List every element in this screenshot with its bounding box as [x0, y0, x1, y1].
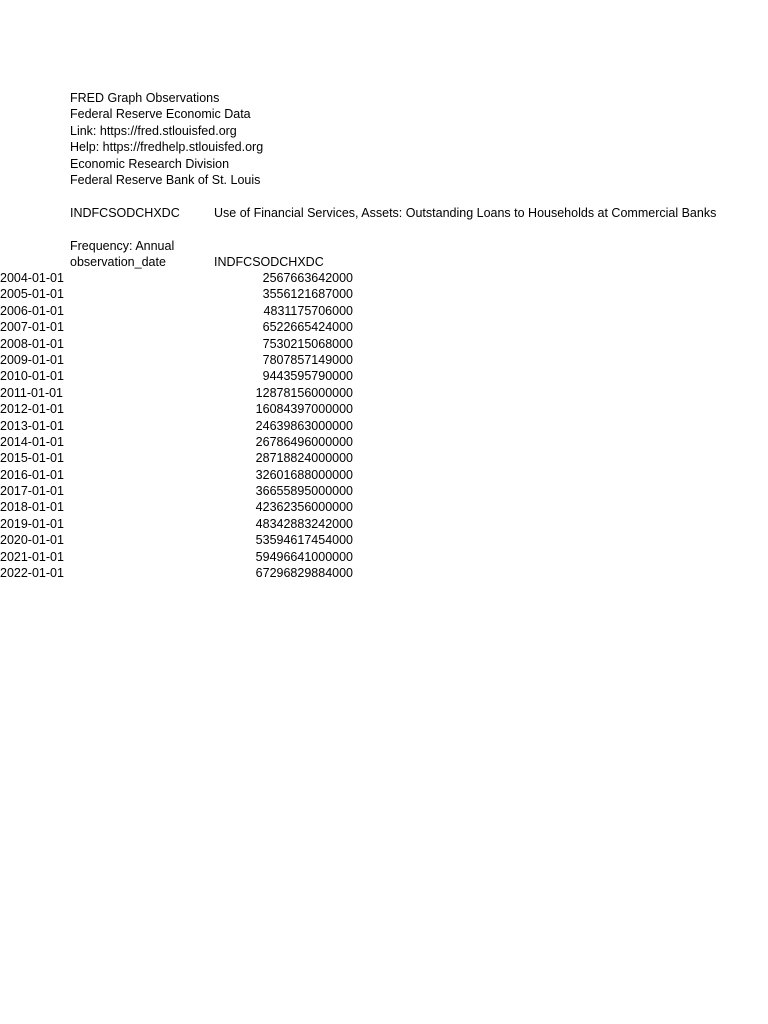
table-row: 2006-01-01 4831175706000	[0, 303, 353, 318]
observation-value-cell: 36655895000000	[255, 484, 353, 499]
observation-value-cell: 4831175706000	[263, 303, 353, 318]
table-row: 2004-01-01 2567663642000	[0, 271, 353, 285]
observation-value-cell: 42362356000000	[255, 500, 353, 515]
table-row: 2015-01-01 28718824000000	[0, 451, 353, 466]
observation-value-cell: 28718824000000	[255, 451, 353, 466]
table-row: 2019-01-01 48342883242000	[0, 516, 353, 531]
table-row: 2021-01-01 59496641000000	[0, 549, 353, 564]
header-bank: Federal Reserve Bank of St. Louis	[70, 173, 261, 187]
observation-value-cell: 24639863000000	[255, 418, 353, 433]
table-row: 2017-01-01 36655895000000	[0, 484, 353, 499]
header-link: Link: https://fred.stlouisfed.org	[70, 123, 237, 138]
table-row: 2005-01-01 3556121687000	[0, 287, 353, 302]
series-description: Use of Financial Services, Assets: Outstanding Loans to Households at Commercial Banks	[214, 206, 717, 220]
series-id: INDFCSODCHXDC	[70, 206, 180, 220]
table-row: 2009-01-01 7807857149000	[0, 352, 353, 367]
table-row: 2020-01-01 53594617454000	[0, 533, 353, 548]
observation-value-cell: 26786496000000	[255, 434, 353, 449]
table-row: 2007-01-01 6522665424000	[0, 320, 353, 335]
table-row: 2013-01-01 24639863000000	[0, 418, 353, 433]
column-header-date: observation_date	[70, 254, 166, 269]
observation-value-cell: 67296829884000	[255, 566, 353, 581]
observation-value-cell: 3556121687000	[262, 287, 353, 302]
column-header-value: INDFCSODCHXDC	[214, 254, 324, 269]
observation-value-cell: 7807857149000	[262, 352, 353, 367]
table-row: 2011-01-01 12878156000000	[0, 385, 353, 400]
header-title: FRED Graph Observations	[70, 91, 220, 105]
observation-value-cell: 48342883242000	[255, 516, 353, 531]
observation-value-cell: 16084397000000	[255, 402, 353, 417]
table-row: 2014-01-01 26786496000000	[0, 434, 353, 449]
header-subtitle: Federal Reserve Economic Data	[70, 107, 251, 122]
table-row: 2010-01-01 9443595790000	[0, 369, 353, 384]
table-row: 2012-01-01 16084397000000	[0, 402, 353, 417]
table-row: 2022-01-01 67296829884000	[0, 566, 353, 581]
observations-table	[0, 270, 400, 581]
observation-value-cell: 9443595790000	[262, 369, 353, 384]
observation-value-cell: 53594617454000	[255, 533, 353, 548]
observation-value-cell: 59496641000000	[255, 549, 353, 564]
table-row: 2008-01-01 7530215068000	[0, 336, 353, 351]
table-row: 2018-01-01 42362356000000	[0, 500, 353, 515]
observation-value-cell: 2567663642000	[262, 271, 353, 285]
observation-value-cell: 7530215068000	[262, 336, 353, 351]
observation-value-cell: 6522665424000	[262, 320, 353, 335]
table-row: 2016-01-01 32601688000000	[0, 467, 353, 482]
header-division: Economic Research Division	[70, 156, 230, 171]
observation-value-cell: 12878156000000	[255, 385, 353, 400]
observation-value-cell: 32601688000000	[255, 467, 353, 482]
frequency-label: Frequency: Annual	[70, 238, 175, 253]
header-help: Help: https://fredhelp.stlouisfed.org	[70, 140, 264, 155]
